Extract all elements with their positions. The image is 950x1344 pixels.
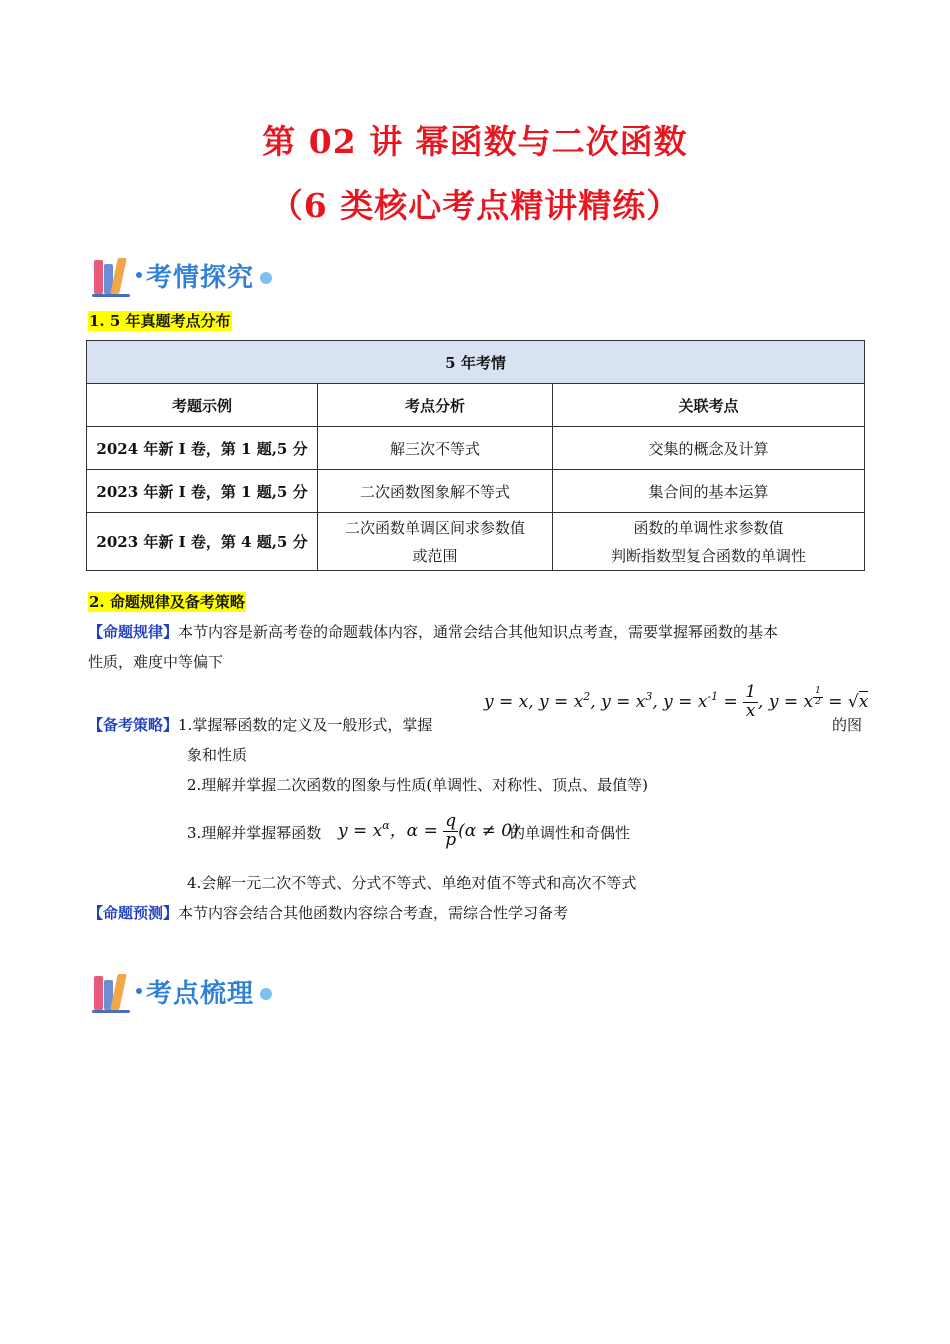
table-cell: 交集的概念及计算 (553, 427, 865, 470)
table-row (87, 470, 865, 513)
section-title: 考情探究 (146, 262, 255, 293)
exam-distribution-table (86, 340, 865, 571)
page-subtitle: （6 类核心考点精讲精练） (269, 186, 681, 225)
part-heading: 1. 5 年真题考点分布 (89, 312, 231, 330)
table-caption: 5 年考情 (87, 341, 865, 384)
rule-paragraph (88, 617, 868, 677)
cell-line: 判断指数型复合函数的单调性 (610, 546, 806, 565)
forecast-tag: 【命题预测】 (88, 904, 179, 922)
table-cell: 2023 年新 I 卷，第 1 题,5 分 (87, 470, 318, 513)
rule-text: 本节内容是新高考卷的命题载体内容，通常会结合其他知识点考查，需要掌握幂函数的基本 (178, 623, 779, 641)
rule-text-cont: 性质，难度中等偏下 (88, 653, 224, 671)
power-functions-formula: y = x, $y = x^2$, $y = x^3$, $y = x^{-1}$ = $\frac{1}{x}$ , y = x $^{\frac{1}{2}}$ = √x (484, 682, 869, 721)
dot-icon (136, 272, 142, 278)
section-title: 考点梳理 (146, 978, 255, 1009)
cell-line: 函数的单调性求参数值 (633, 518, 784, 537)
section-heading-exam-analysis (92, 254, 272, 296)
dot-icon (136, 988, 142, 994)
strategy-text: 的单调性和奇偶性 (510, 824, 631, 842)
table-cell (318, 513, 553, 571)
dot-icon (260, 272, 272, 284)
table-cell: 2023 年新 I 卷，第 4 题,5 分 (87, 513, 318, 571)
table-cell: 2024 年新 I 卷，第 1 题,5 分 (87, 427, 318, 470)
strategy-item-3: 3.理解并掌握幂函数 (187, 824, 322, 842)
strategy-text: 1.掌握幂函数的定义及一般形式，掌握 (178, 716, 433, 734)
page-title: 第 02 讲 幂函数与二次函数 (262, 122, 688, 161)
table-header: 考题示例 (87, 384, 318, 427)
books-icon (92, 972, 132, 1010)
forecast-text: 本节内容会结合其他函数内容综合考查，需综合性学习备考 (178, 904, 569, 922)
table-row (87, 513, 865, 571)
strategy-item-2: 2.理解并掌握二次函数的图象与性质(单调性、对称性、顶点、最值等) (187, 776, 649, 794)
cell-line: 或范围 (412, 546, 458, 565)
power-function-general-formula: $y = x^\alpha$，α = $\frac{q}{p}$ (α ≠ 0) (338, 811, 519, 850)
table-cell: 解三次不等式 (318, 427, 553, 470)
dot-icon (260, 988, 272, 1000)
table-header: 关联考点 (553, 384, 865, 427)
table-header: 考点分析 (318, 384, 553, 427)
section-heading-knowledge-points (92, 970, 272, 1012)
strategy-tag: 【备考策略】 (88, 716, 179, 734)
table-cell: 集合间的基本运算 (553, 470, 865, 513)
strategy-item-1 (88, 710, 432, 740)
forecast-paragraph (88, 898, 568, 928)
rule-tag: 【命题规律】 (88, 623, 179, 641)
books-icon (92, 256, 132, 294)
table-cell (553, 513, 865, 571)
cell-line: 二次函数单调区间求参数值 (344, 518, 525, 537)
strategy-text: 象和性质 (187, 746, 248, 764)
strategy-item-4: 4.会解一元二次不等式、分式不等式、单绝对值不等式和高次不等式 (187, 874, 637, 892)
table-cell: 二次函数图象解不等式 (318, 470, 553, 513)
strategy-text: 的图 (832, 716, 863, 734)
table-row (87, 427, 865, 470)
part-heading: 2. 命题规律及备考策略 (89, 593, 245, 611)
